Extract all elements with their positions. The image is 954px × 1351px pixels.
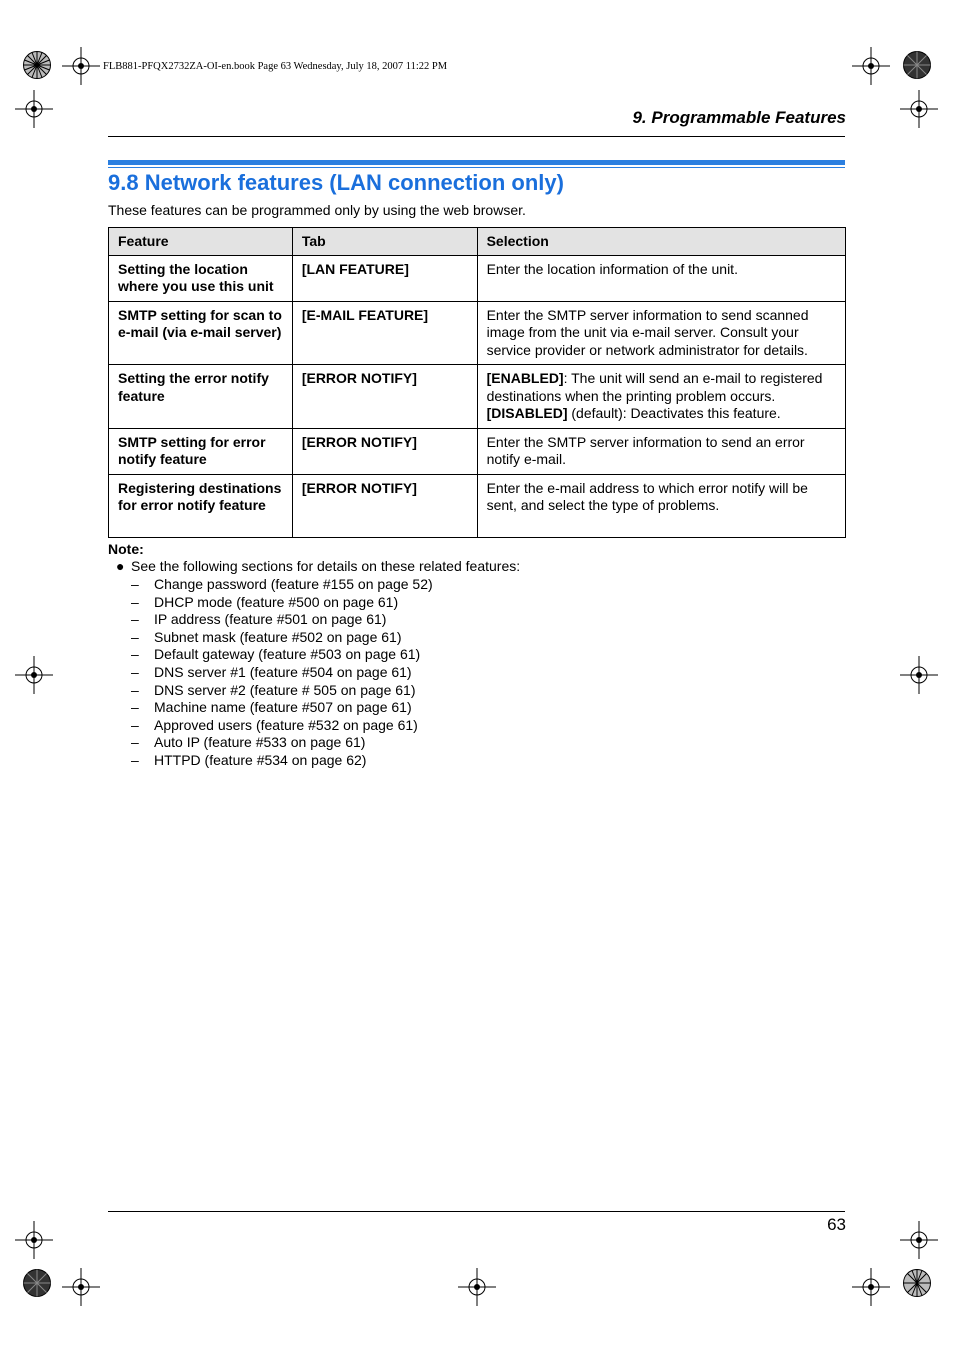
list-item: [131, 611, 433, 629]
list-item-text: Subnet mask (feature #502 on page 61): [154, 628, 402, 645]
table-row: [109, 301, 846, 365]
list-item: [131, 699, 433, 717]
enabled-label: [ENABLED]: [486, 370, 564, 386]
table-row: [109, 428, 846, 474]
dash-icon: –: [131, 593, 139, 610]
registration-mark-icon: [15, 1221, 53, 1259]
title-bar: [108, 160, 845, 165]
tab-cell: [E-MAIL FEATURE]: [292, 301, 477, 365]
table-header-row: [109, 228, 846, 256]
note-bullet-text: See the following sections for details on these related features:: [131, 558, 521, 574]
tab-cell: [LAN FEATURE]: [292, 255, 477, 301]
table-row: [109, 474, 846, 537]
dash-icon: –: [131, 628, 139, 645]
section-header: 9. Programmable Features: [632, 108, 846, 127]
registration-mark-icon: [458, 1268, 496, 1306]
dash-icon: –: [131, 681, 139, 698]
feature-cell: Setting the location where you use this unit: [109, 255, 293, 301]
registration-mark-icon: [852, 1268, 890, 1306]
disabled-label: [DISABLED]: [486, 405, 568, 421]
dash-icon: –: [131, 699, 139, 716]
header-rule: [108, 136, 845, 137]
list-item: [131, 646, 433, 664]
list-item: [131, 594, 433, 612]
color-wheel-icon: [902, 50, 932, 80]
selection-cell: Enter the location information of the unit.: [477, 255, 845, 301]
registration-mark-icon: [852, 47, 890, 85]
selection-cell: Enter the e-mail address to which error notify will be sent, and select the type of problems.: [477, 474, 845, 537]
features-table: [108, 227, 846, 538]
disabled-text: (default): Deactivates this feature.: [567, 405, 781, 421]
dash-icon: –: [131, 611, 139, 628]
list-item-text: HTTPD (feature #534 on page 62): [154, 751, 367, 768]
feature-cell: SMTP setting for scan to e-mail (via e-mail server): [109, 301, 293, 365]
list-item-text: DNS server #1 (feature #504 on page 61): [154, 663, 412, 680]
tab-cell: [ERROR NOTIFY]: [292, 474, 477, 537]
feature-cell: Setting the error notify feature: [109, 365, 293, 429]
dash-icon: –: [131, 734, 139, 751]
header-selection: Selection: [477, 228, 845, 256]
registration-mark-icon: [900, 1221, 938, 1259]
list-item-text: Auto IP (feature #533 on page 61): [154, 734, 366, 751]
dash-icon: –: [131, 716, 139, 733]
list-item: [131, 576, 433, 594]
selection-cell: Enter the SMTP server information to send scanned image from the unit via e-mail server. Consult your service provider or network administrator for details.: [477, 301, 845, 365]
bullet-icon: ●: [116, 558, 125, 574]
registration-mark-icon: [15, 656, 53, 694]
selection-cell: Enter the SMTP server information to send an error notify e-mail.: [477, 428, 845, 474]
header-feature: Feature: [109, 228, 293, 256]
page-number: 63: [827, 1215, 846, 1234]
list-item: [131, 734, 433, 752]
registration-mark-icon: [62, 47, 100, 85]
list-item-text: Approved users (feature #532 on page 61): [154, 716, 418, 733]
list-item-text: Change password (feature #155 on page 52): [154, 576, 433, 592]
dash-icon: –: [131, 663, 139, 680]
selection-cell: [477, 365, 845, 429]
tab-cell: [ERROR NOTIFY]: [292, 428, 477, 474]
list-item-text: Machine name (feature #507 on page 61): [154, 699, 412, 716]
related-features-list: [131, 576, 433, 770]
note-title: Note:: [108, 541, 144, 557]
feature-cell: SMTP setting for error notify feature: [109, 428, 293, 474]
list-item: [131, 664, 433, 682]
dash-icon: –: [131, 646, 139, 663]
color-wheel-icon: [22, 50, 52, 80]
footer-rule: [108, 1211, 845, 1212]
list-item: [131, 629, 433, 647]
list-item: [131, 682, 433, 700]
list-item-text: DNS server #2 (feature # 505 on page 61): [154, 681, 416, 698]
intro-text: These features can be programmed only by using the web browser.: [108, 202, 526, 218]
registration-mark-icon: [15, 90, 53, 128]
list-item-text: Default gateway (feature #503 on page 61): [154, 646, 421, 663]
header-tab: Tab: [292, 228, 477, 256]
note-bullet: [116, 558, 520, 574]
enabled-text: : The unit will send an e-mail to registered destinations when the printing problem occurs.: [486, 370, 823, 404]
page-title: 9.8 Network features (LAN connection only): [108, 170, 564, 195]
registration-mark-icon: [62, 1268, 100, 1306]
dash-icon: –: [131, 751, 139, 768]
tab-cell: [ERROR NOTIFY]: [292, 365, 477, 429]
list-item: [131, 752, 433, 770]
dash-icon: –: [131, 576, 139, 592]
list-item: [131, 717, 433, 735]
table-row: [109, 255, 846, 301]
color-wheel-icon: [22, 1268, 52, 1298]
registration-mark-icon: [900, 90, 938, 128]
print-info: FLB881-PFQX2732ZA-OI-en.book Page 63 Wednesday, July 18, 2007 11:22 PM: [103, 61, 448, 72]
list-item-text: DHCP mode (feature #500 on page 61): [154, 593, 399, 610]
color-wheel-icon: [902, 1268, 932, 1298]
list-item-text: IP address (feature #501 on page 61): [154, 611, 387, 628]
registration-mark-icon: [900, 656, 938, 694]
feature-cell: Registering destinations for error notify feature: [109, 474, 293, 537]
table-row: [109, 365, 846, 429]
title-bar-thin: [108, 167, 845, 168]
